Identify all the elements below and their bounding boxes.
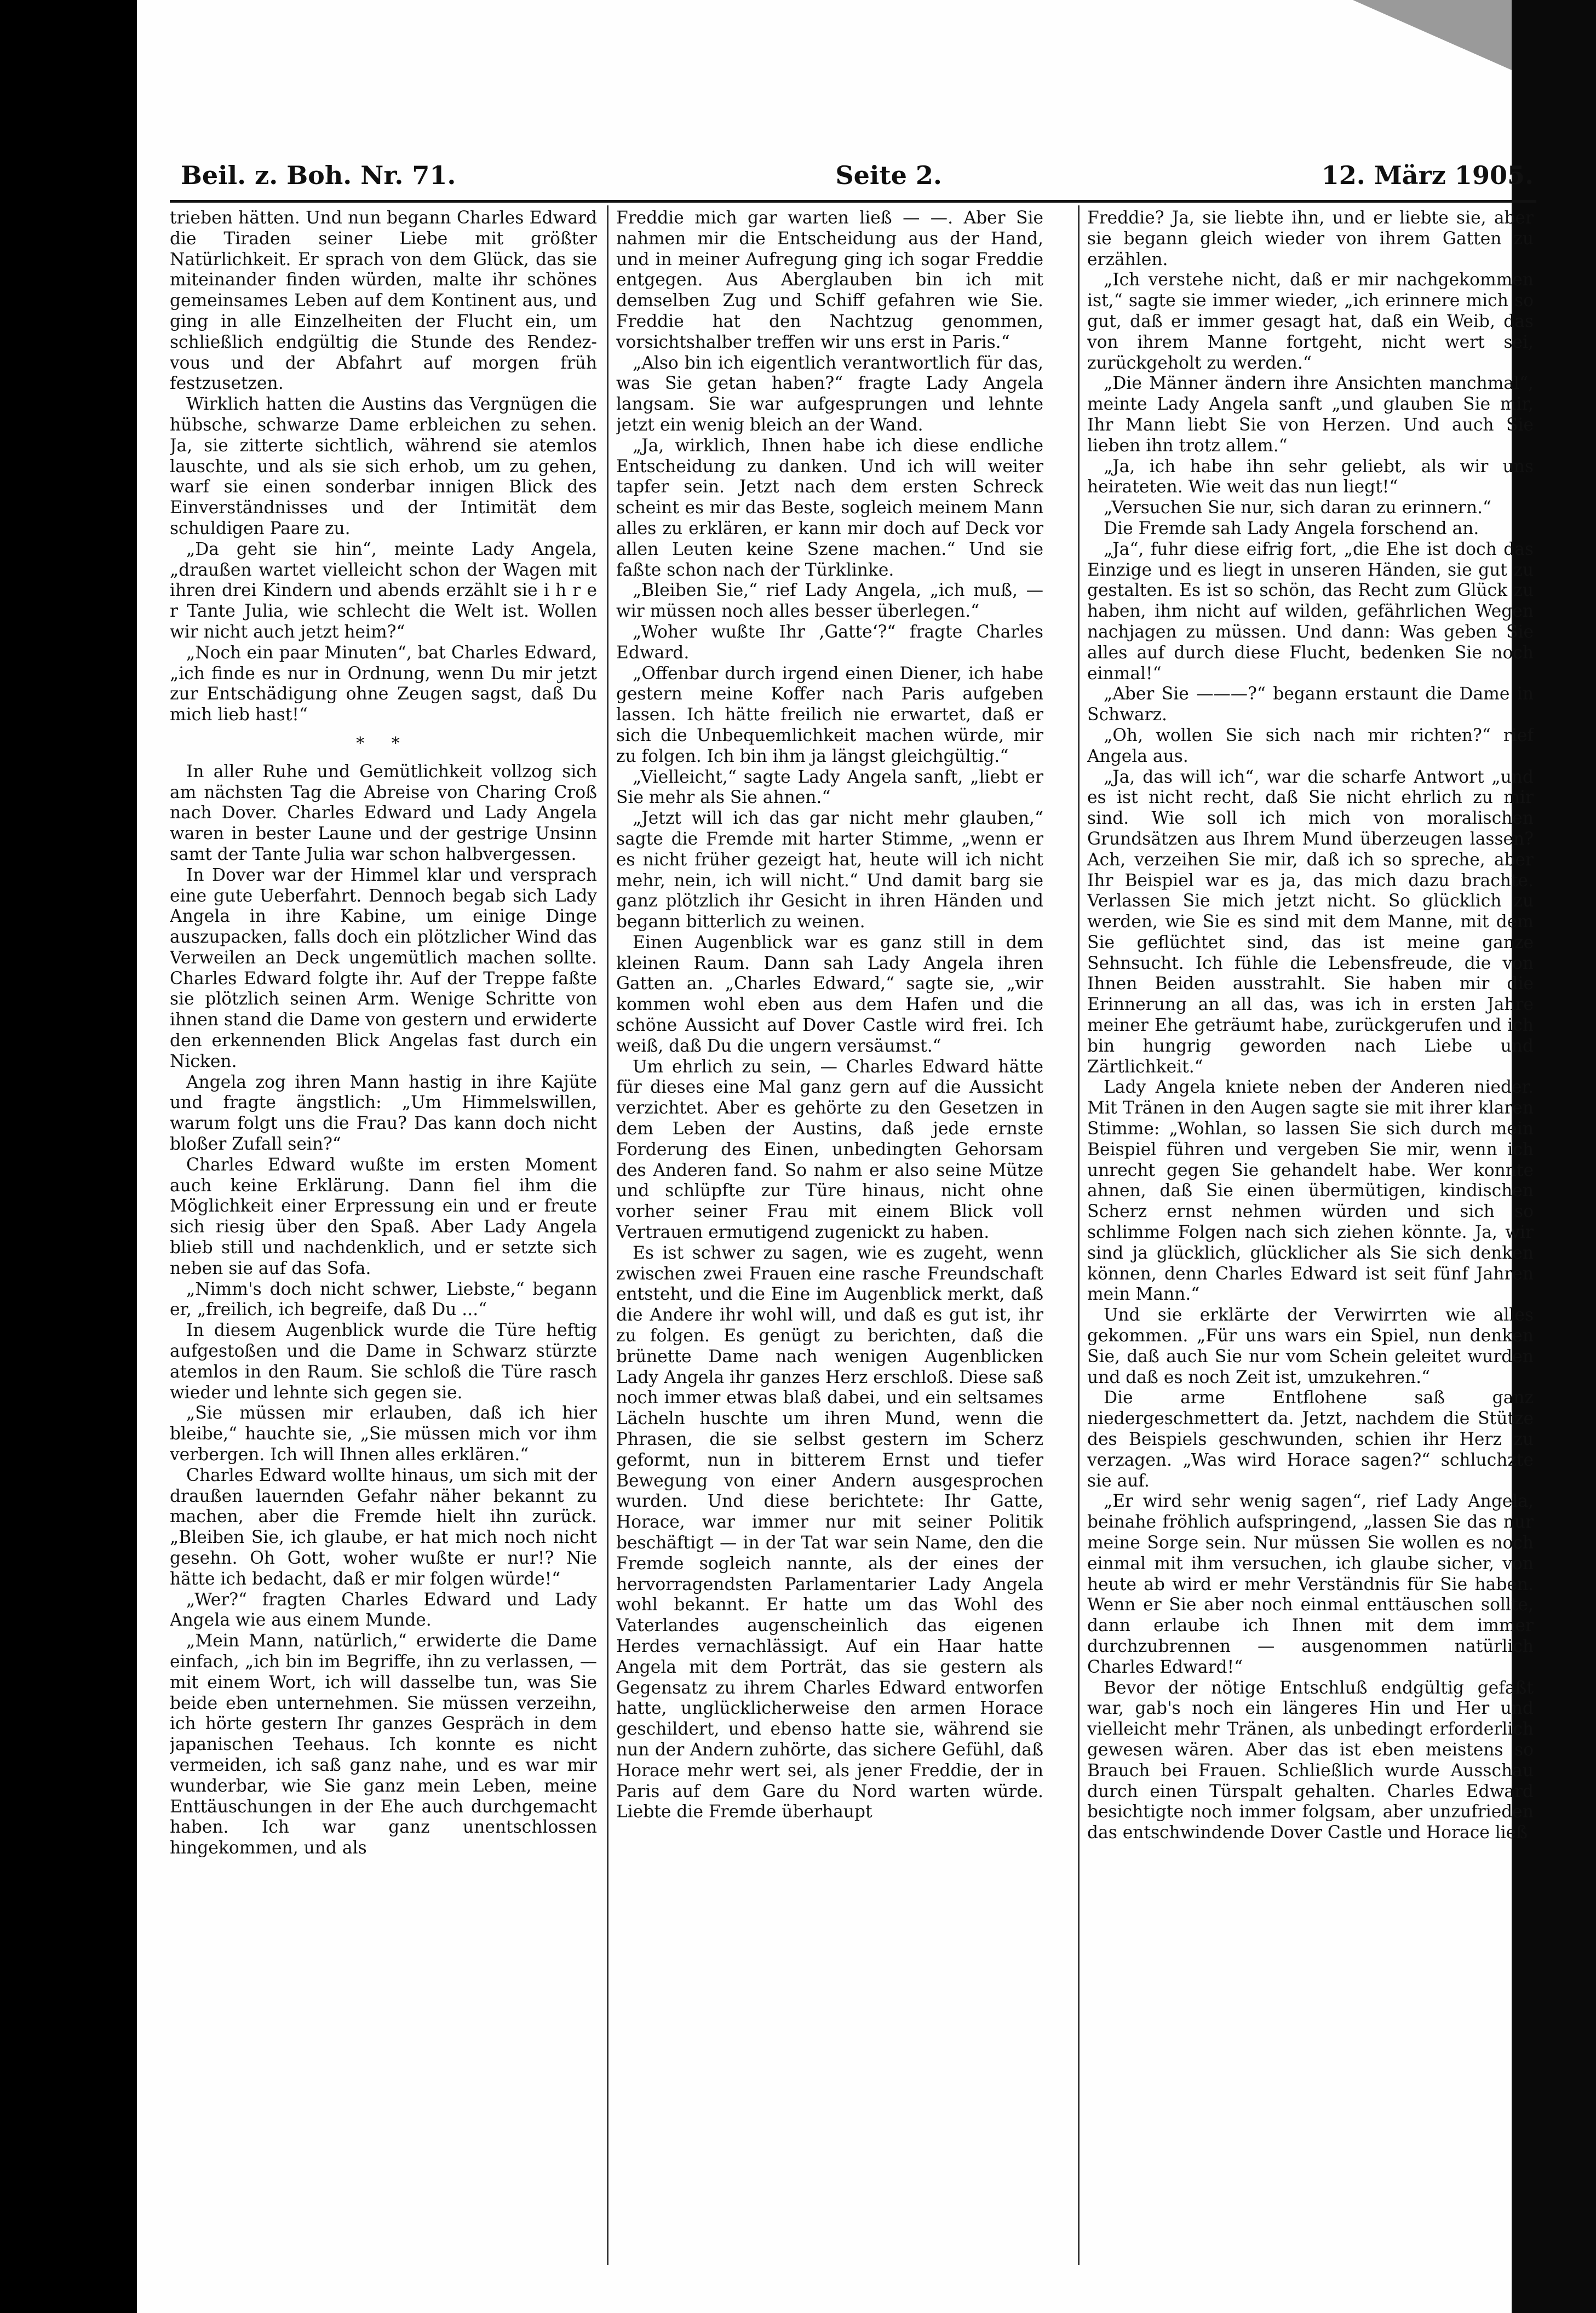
paragraph: Die arme Entflohene saß ganz niedergeschmettert da. Jetzt, nachdem die Stütze des Beispiels geschwunden, schien ihr Herz zu verzagen. „Was wird Horace sagen?“ schluchzte sie auf. [1087,1388,1534,1491]
paragraph: „Noch ein paar Minuten“, bat Charles Edward, „ich finde es nur in Ordnung, wenn Du mir jetzt zur Entschädigung ohne Zeugen sagst, daß Du mich lieb hast!“ [170,642,597,725]
paragraph: „Offenbar durch irgend einen Diener, ich habe gestern meine Koffer nach Paris aufgeben lassen. Ich hätte freilich nie erwartet, daß er sich die Unbequemlichkeit machen würde, mir zu folgen. Ich bin ihm ja längst gleichgültig.“ [616,663,1043,766]
paragraph: „Also bin ich eigentlich verantwortlich für das, was Sie getan haben?“ fragte Lady Angela langsam. Sie war aufgesprungen und lehnte jetzt ein wenig bleich an der Wand. [616,353,1043,435]
header-date: 12. März 1905. [1321,160,1534,190]
paragraph: „Ja, ich habe ihn sehr geliebt, als wir uns heirateten. Wie weit das nun liegt!“ [1087,456,1534,497]
text-column-1 [170,208,597,2262]
paragraph: Einen Augenblick war es ganz still in dem kleinen Raum. Dann sah Lady Angela ihren Gatten an. „Charles Edward,“ sagte sie, „wir kommen wohl eben aus dem Hafen und die schöne Aussicht auf Dover Castle wird frei. Ich weiß, daß Du die ungern versäumst.“ [616,932,1043,1056]
paragraph: „Vielleicht,“ sagte Lady Angela sanft, „liebt er Sie mehr als Sie ahnen.“ [616,767,1043,808]
section-separator: * * [356,733,411,753]
paragraph: „Nimm's doch nicht schwer, Liebste,“ begann er, „freilich, ich begreife, daß Du ...“ [170,1279,597,1320]
paragraph: „Jetzt will ich das gar nicht mehr glauben,“ sagte die Fremde mit harter Stimme, „wenn er es nicht früher gezeigt hat, heute will ich nicht mehr, nein, ich will nicht.“ Und damit barg sie ganz plötzlich ihr Gesicht in ihren Händen und begann bitterlich zu weinen. [616,808,1043,932]
paragraph: Charles Edward wußte im ersten Moment auch keine Erklärung. Dann fiel ihm die Möglichkeit einer Erpressung ein und er freute sich riesig über den Spaß. Aber Lady Angela blieb still und nachdenklich, und er setzte sich neben sie auf das Sofa. [170,1155,597,1278]
paragraph: In aller Ruhe und Gemütlichkeit vollzog sich am nächsten Tag die Abreise von Charing Croß nach Dover. Charles Edward und Lady Angela waren in bester Laune und der gestrige Unsinn samt der Tante Julia war schon halbvergessen. [170,761,597,864]
paragraph: „Woher wußte Ihr ,Gatte‘?“ fragte Charles Edward. [616,622,1043,663]
paragraph: Es ist schwer zu sagen, wie es zugeht, wenn zwischen zwei Frauen eine rasche Freundschaft entsteht, und die Eine im Augenblick merkt, daß die Andere ihr wohl will, und daß es gut ist, ihr zu folgen. Es genügt zu berichten, daß die brünette Dame nach wenigen Augenblicken Lady Angela ihr ganzes Herz erschloß. Diese saß noch immer etwas blaß dabei, und ein seltsames Lächeln huschte um ihren Mund, wenn die Phrasen, die sie selbst gestern im Scherz geformt, nun in bitterem Ernst und tiefer Bewegung von einer Andern ausgesprochen wurden. Und diese berichtete: Ihr Gatte, Horace, war immer nur mit seiner Politik beschäftigt — in der Tat war sein Name, den die Fremde sogleich nannte, als der eines der hervorragendsten Parlamentarier Lady Angela wohl bekannt. Er hatte um das Wohl des Vaterlandes augenscheinlich das eigenen Herdes vernachlässigt. Auf ein Haar hatte Angela mit dem Porträt, das sie gestern als Gegensatz zu ihrem Charles Edward entworfen hatte, unglücklicherweise den armen Horace geschildert, und ebenso hatte sie, während sie nun der Andern zuhörte, das sichere Gefühl, daß Horace mehr wert sei, als jener Freddie, der in Paris auf dem Gare du Nord warten würde. Liebte die Fremde überhaupt [616,1243,1043,1822]
paragraph: „Versuchen Sie nur, sich daran zu erinnern.“ [1104,498,1491,518]
paragraph: Angela zog ihren Mann hastig in ihre Kajüte und fragte ängstlich: „Um Himmelswillen, warum folgt uns die Frau? Das kann doch nicht bloßer Zufall sein?“ [170,1072,597,1155]
paragraph: Wirklich hatten die Austins das Vergnügen die hübsche, schwarze Dame erbleichen zu sehen. Ja, sie zitterte sichtlich, während sie atemlos lauschte, und als sie sich erhob, um zu gehen, warf sie einen sonderbar innigen Blick des Einverständnisses und der Intimität dem schuldigen Paare zu. [170,394,597,538]
paragraph: „Wer?“ fragten Charles Edward und Lady Angela wie aus einem Munde. [170,1589,597,1631]
paragraph: „Die Männer ändern ihre Ansichten manchmal“, meinte Lady Angela sanft „und glauben Sie mir, Ihr Mann liebt Sie von Herzen. Und auch Sie lieben ihn trotz allem.“ [1087,374,1534,456]
paragraph: „Sie müssen mir erlauben, daß ich hier bleibe,“ hauchte sie, „Sie müssen mich vor ihm verbergen. Ich will Ihnen alles erklären.“ [170,1403,597,1465]
paragraph: Freddie? Ja, sie liebte ihn, und er liebte sie, aber sie begann gleich wieder von ihrem Gatten zu erzählen. [1087,208,1534,269]
paragraph: „Da geht sie hin“, meinte Lady Angela, „draußen wartet vielleicht schon der Wagen mit ihren drei Kindern und abends erzählt sie i h r e r Tante Julia, wie schlecht die Welt ist. Wollen wir nicht auch jetzt heim?“ [170,539,597,642]
paragraph: In diesem Augenblick wurde die Türe heftig aufgestoßen und die Dame in Schwarz stürzte atemlos in den Raum. Sie schloß die Türe rasch wieder und lehnte sich gegen sie. [170,1321,597,1403]
paragraph: „Bleiben Sie,“ rief Lady Angela, „ich muß, — wir müssen noch alles besser überlegen.“ [616,581,1043,622]
header-page-number: Seite 2. [835,160,942,190]
column-divider [1078,205,1080,2265]
text-column-2 [616,208,1043,2262]
header-issue: Beil. z. Boh. Nr. 71. [181,160,456,190]
paragraph: trieben hätten. Und nun begann Charles Edward die Tiraden seiner Liebe mit größter Natürlichkeit. Er sprach von dem Glück, das sie miteinander finden würden, malte ihr schönes gemeinsames Leben auf dem Kontinent aus, und ging in alle Einzelheiten der Flucht ein, um schließlich endgültig die Stunde des Rendez-vous und der Abfahrt auf morgen früh festzusetzen. [170,208,597,394]
text-column-3 [1087,208,1534,2262]
paragraph: Um ehrlich zu sein, — Charles Edward hätte für dieses eine Mal ganz gern auf die Aussicht verzichtet. Aber es gehörte zu den Gesetzen in dem Leben der Austins, daß jede ernste Forderung des Einen, unbedingten Gehorsam des Anderen fand. So nahm er also seine Mütze und schlüpfte zur Türe hinaus, nicht ohne vorher seiner Frau mit einem Blick voll Vertrauen ermutigend zugenickt zu haben. [616,1057,1043,1243]
paragraph: „Ja, wirklich, Ihnen habe ich diese endliche Entscheidung zu danken. Und ich will weiter tapfer sein. Jetzt nach dem ersten Schreck scheint es mir das Beste, sogleich meinem Mann alles zu erklären, er kann mir doch auf Deck vor allen Leuten keine Szene machen.“ Und sie faßte schon nach der Türklinke. [616,435,1043,580]
header-rule [170,200,1536,203]
page-header [181,159,1534,192]
paragraph: In Dover war der Himmel klar und versprach eine gute Ueberfahrt. Dennoch begab sich Lady Angela in ihre Kabine, um einige Dinge auszupacken, falls doch ein plötzlicher Wind das Verweilen an Deck ungemütlich machen sollte. Charles Edward folgte ihr. Auf der Treppe faßte sie plötzlich seinen Arm. Wenige Schritte von ihnen stand die Dame von gestern und erwiderte den erkennenden Blick Angelas fast durch ein Nicken. [170,865,597,1071]
paragraph: Charles Edward wollte hinaus, um sich mit der draußen lauernden Gefahr näher bekannt zu machen, aber die Fremde hielt ihn zurück. „Bleiben Sie, ich glaube, er hat mich noch nicht gesehn. Oh Gott, woher wußte er nur!? Nie hätte ich bedacht, daß er mir folgen würde!“ [170,1465,597,1589]
paragraph: Freddie mich gar warten ließ — —. Aber Sie nahmen mir die Entscheidung aus der Hand, und in meiner Aufregung ging ich sogar Freddie entgegen. Aus Aberglauben bin ich mit demselben Zug und Schiff gefahren wie Sie. Freddie hat den Nachtzug genommen, vorsichtshalber treffen wir uns erst in Paris.“ [616,208,1043,352]
paragraph: Die Fremde sah Lady Angela forschend an. [1104,518,1479,538]
paragraph: „Aber Sie ———?“ begann erstaunt die Dame in Schwarz. [1087,684,1534,725]
paragraph: Bevor der nötige Entschluß endgültig gefaßt war, gab's noch ein längeres Hin und Her und vielleicht mehr Tränen, als unbedingt erforderlich gewesen wären. Aber das ist eben meistens so Brauch bei Frauen. Schließlich wurde Ausschau durch einen Türspalt gehalten. Charles Edward besichtigte noch immer folgsam, aber unzufrieden das entschwindende Dover Castle und Horace ließ [1087,1678,1534,1843]
paragraph: „Oh, wollen Sie sich nach mir richten?“ rief Angela aus. [1087,725,1534,766]
paragraph: „Ja“, fuhr diese eifrig fort, „die Ehe ist doch das Einzige und es liegt in unseren Händen, sie gut zu gestalten. Es ist so schön, das Recht zum Glück zu haben, ihm nicht auf wilden, gefährlichen Wegen nachjagen zu müssen. Und dann: Was geben Sie alles auf durch diese Flucht, bedenken Sie noch einmal!“ [1087,539,1534,684]
paragraph: „Mein Mann, natürlich,“ erwiderte die Dame einfach, „ich bin im Begriffe, ihn zu verlassen, — mit einem Wort, ich will dasselbe tun, was Sie beide eben unternehmen. Sie müssen verzeihn, ich hörte gestern Ihr ganzes Gespräch in dem japanischen Teehaus. Ich konnte es nicht vermeiden, ich saß ganz nahe, und es war mir wunderbar, wie Sie ganz mein Leben, meine Enttäuschungen in der Ehe auch durchgemacht haben. Ich war ganz unentschlossen hingekommen, und als [170,1631,597,1858]
paragraph: „Ich verstehe nicht, daß er mir nachgekommen ist,“ sagte sie immer wieder, „ich erinnere mich so gut, daß er immer gesagt hat, daß ein Weib, das von ihrem Manne fortgeht, nicht wert sei, zurückgeholt zu werden.“ [1087,270,1534,373]
paragraph: „Ja, das will ich“, war die scharfe Antwort „und es ist nicht recht, daß Sie nicht ehrlich zu mir sind. Wie soll ich mich von moralischen Grundsätzen aus Ihrem Mund überzeugen lassen? Ach, verzeihen Sie mir, daß ich so spreche, aber Ihr Beispiel war es ja, das mich dazu brachte. Verlassen Sie mich jetzt nicht. So glücklich zu werden, wie Sie es sind mit dem Manne, mit dem Sie geflüchtet sind, das ist meine ganze Sehnsucht. Ich fühle die Lebensfreude, die von Ihnen Beiden ausstrahlt. Sie haben mir die Erinnerung an all das, was ich in ersten Jahre meiner Ehe geträumt habe, zurückgerufen und ich bin hungrig geworden nach Liebe und Zärtlichkeit.“ [1087,767,1534,1077]
paragraph: Lady Angela kniete neben der Anderen nieder. Mit Tränen in den Augen sagte sie mit ihrer klaren Stimme: „Wohlan, so lassen Sie sich durch mein Beispiel führen und vergeben Sie mir, wenn ich unrecht gegen Sie gehandelt habe. Wer konnte ahnen, daß Sie einen übermütigen, kindischen Scherz ernst nehmen würden und sich so schlimme Folgen nach sich ziehen könnte. Ja, wir sind ja glücklich, glücklicher als Sie sich denken können, denn Charles Edward ist seit fünf Jahren mein Mann.“ [1087,1077,1534,1305]
paragraph: „Er wird sehr wenig sagen“, rief Lady Angela, beinahe fröhlich aufspringend, „lassen Sie das nur meine Sorge sein. Nur müssen Sie wollen es noch einmal mit ihm versuchen, ich glaube sicher, von heute ab wird er mehr Verständnis für Sie haben. Wenn er Sie aber noch einmal enttäuschen sollte, dann erlaube ich Ihnen mit dem immer durchzubrennen — ausgenommen natürlich Charles Edward!“ [1087,1491,1534,1677]
column-divider [607,205,608,2265]
paragraph: Und sie erklärte der Verwirrten wie alles gekommen. „Für uns wars ein Spiel, nun denken Sie, daß auch Sie nur vom Schein geleitet wurden und daß es noch Zeit ist, umzukehren.“ [1087,1305,1534,1387]
